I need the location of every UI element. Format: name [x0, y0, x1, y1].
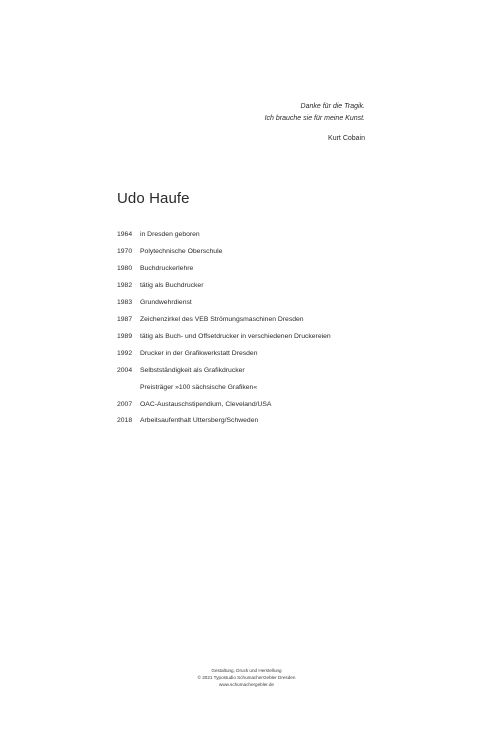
biography-year: 1982: [117, 281, 133, 289]
page-title: Udo Haufe: [117, 190, 190, 207]
biography-row: [117, 346, 417, 363]
biography-row: [117, 278, 417, 295]
biography-year: 1989: [117, 332, 133, 340]
biography-text: Arbeitsaufenthalt Uttersberg/Schweden: [140, 417, 259, 425]
biography-year: 1970: [117, 247, 133, 255]
biography-text: Grundwehrdienst: [140, 298, 192, 306]
biography-text: in Dresden geboren: [140, 231, 200, 238]
biography-text: Preisträger »100 sächsische Grafiken«: [140, 383, 258, 391]
epigraph-author: Kurt Cobain: [328, 135, 365, 142]
biography-year: 1964: [117, 231, 133, 238]
biography-year: 1987: [117, 315, 133, 323]
biography-year: 2004: [117, 366, 133, 374]
biography-row: [117, 329, 417, 346]
biography-row: [117, 312, 417, 329]
biography-row: [117, 363, 417, 380]
colophon-website: www.schumachergebler.de: [219, 682, 274, 688]
colophon: [0, 667, 493, 689]
epigraph-line: Danke für die Tragik.: [300, 103, 365, 110]
biography-text: Zeichenzirkel des VEB Strömungsmaschinen Dresden: [140, 315, 304, 323]
biography-text: Selbstständigkeit als Grafikdrucker: [140, 366, 245, 374]
biography-text: Buchdruckerlehre: [140, 264, 194, 272]
biography-year: [117, 380, 140, 397]
biography-year: 2007: [117, 400, 133, 408]
biography-row: [117, 244, 417, 261]
biography-row: [117, 295, 417, 312]
biography-row: [117, 413, 417, 430]
epigraph: [265, 101, 365, 145]
biography-year: 1983: [117, 298, 133, 306]
biography-text: tätig als Buch- und Offsetdrucker in verschiedenen Druckereien: [140, 332, 331, 340]
biography-row: [117, 261, 417, 278]
biography-text: Drucker in der Grafikwerkstatt Dresden: [140, 349, 258, 357]
biography-list: [117, 227, 417, 430]
biography-text: tätig als Buchdrucker: [140, 281, 204, 289]
biography-row: [117, 227, 417, 244]
colophon-line: Gestaltung, Druck und Herstellung: [211, 668, 282, 673]
biography-text: Polytechnische Oberschule: [140, 247, 223, 255]
biography-year: 2018: [117, 417, 133, 425]
biography-row: [117, 397, 417, 414]
biography-text: OAC-Austauschstipendium, Cleveland/USA: [140, 400, 272, 408]
epigraph-line: Ich brauche sie für meine Kunst.: [264, 115, 365, 122]
colophon-line: © 2021 Typostudio SchumacherGebler Dresden: [197, 675, 296, 681]
biography-row: [117, 380, 417, 397]
biography-year: 1992: [117, 349, 133, 357]
biography-year: 1980: [117, 264, 133, 272]
